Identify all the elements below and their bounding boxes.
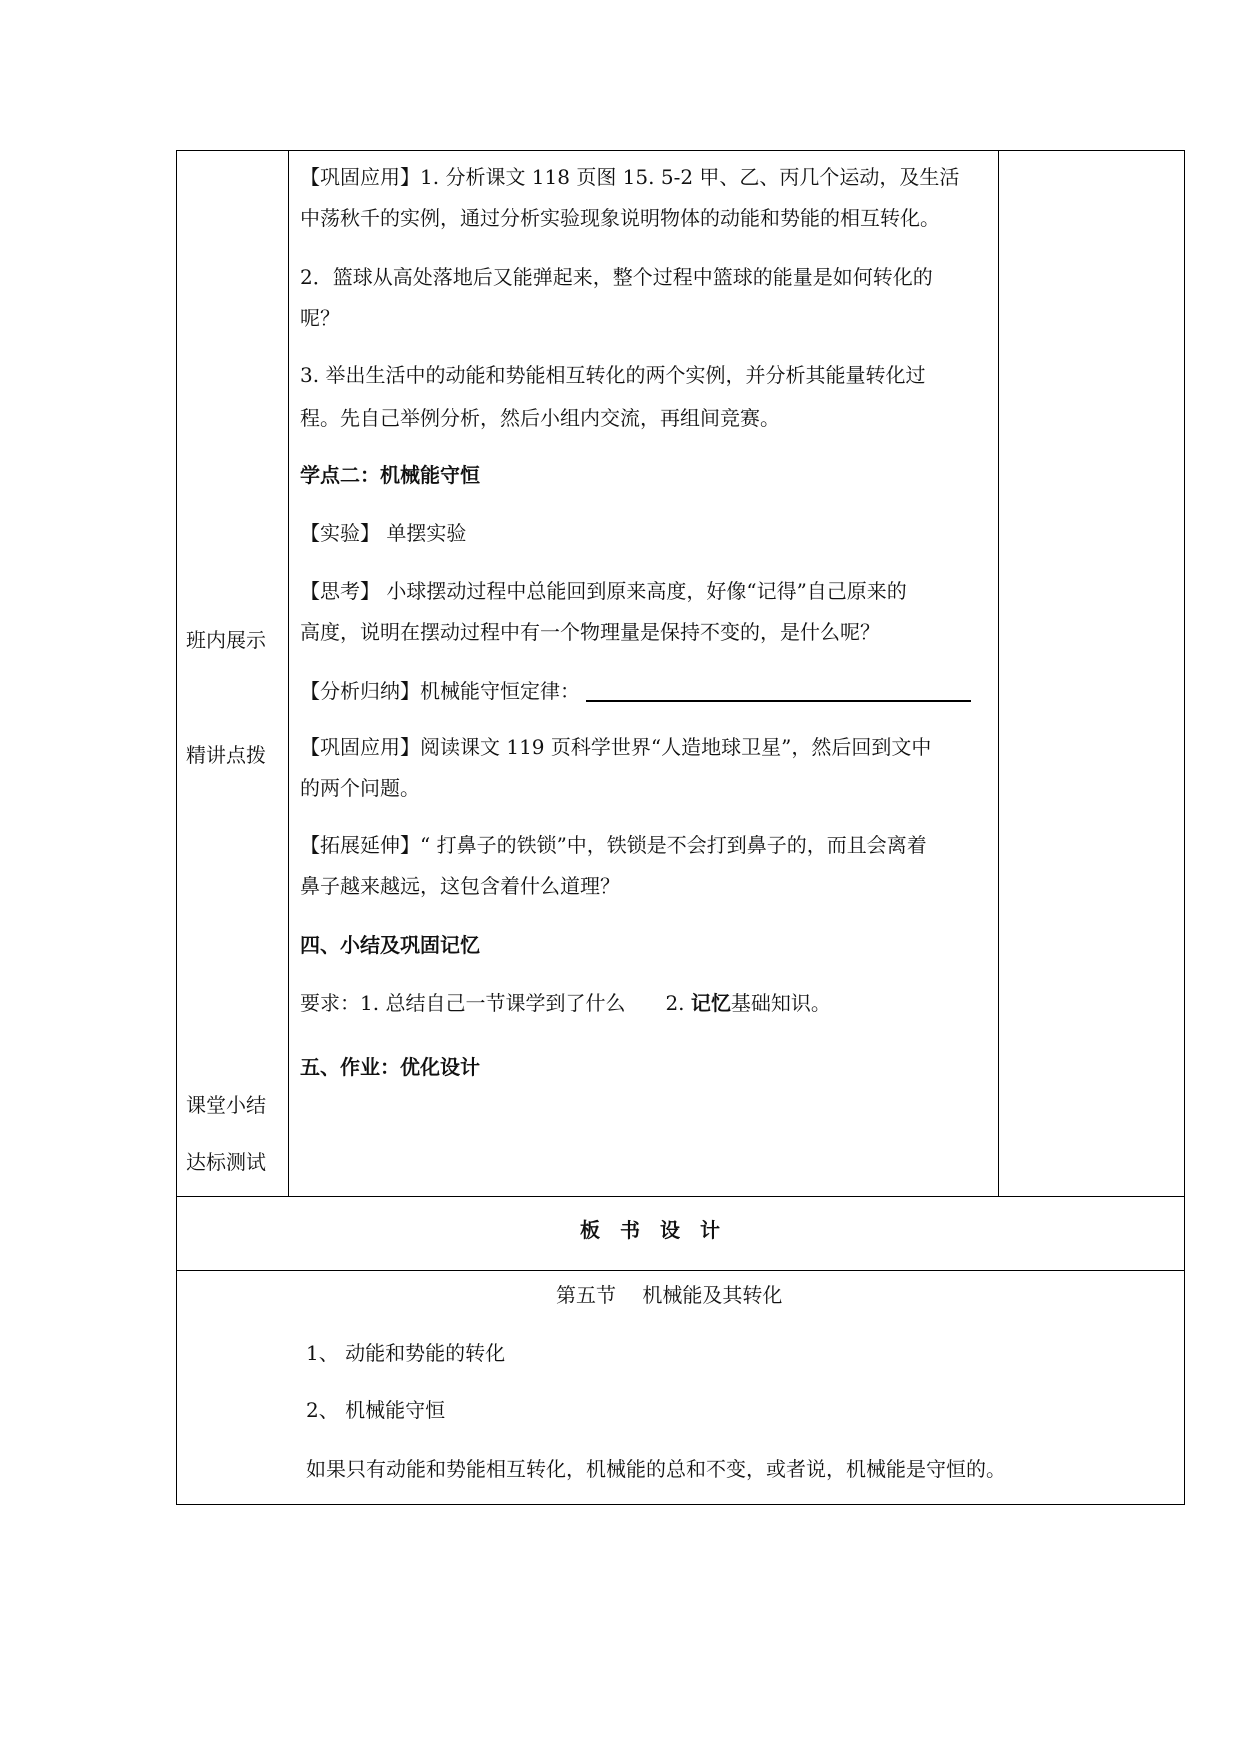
- requirements-prefix: 要求：1. 总结自己一节课学到了什么 2.: [300, 991, 685, 1015]
- column-divider-left: [288, 150, 289, 1197]
- table-border-top: [176, 150, 1185, 151]
- table-border-left: [176, 150, 177, 1505]
- board-section-title: 第五节 机械能及其转化: [556, 1283, 783, 1307]
- side-label-test: 达标测试: [186, 1150, 266, 1174]
- question-3-line-1: 3. 举出生活中的动能和势能相互转化的两个实例，并分析其能量转化过: [300, 363, 926, 387]
- question-2-line-1: 2．篮球从高处落地后又能弹起来，整个过程中篮球的能量是如何转化的: [300, 265, 933, 289]
- analysis-line: [300, 678, 971, 704]
- apply-paragraph-1-line-1: 【巩固应用】1. 分析课文 118 页图 15. 5-2 甲、乙、丙几个运动，及生活: [300, 165, 960, 189]
- apply-2-line-2: 的两个问题。: [300, 776, 420, 800]
- extend-line-1: 【拓展延伸】“ 打鼻子的铁锁”中，铁锁是不会打到鼻子的，而且会离着: [300, 833, 927, 857]
- board-design-header: 板 书 设 计: [580, 1218, 720, 1242]
- board-item-2: 2、 机械能守恒: [306, 1398, 446, 1422]
- heading-summary: 四、小结及巩固记忆: [300, 933, 480, 957]
- apply-paragraph-1-line-2: 中荡秋千的实例，通过分析实验现象说明物体的动能和势能的相互转化。: [300, 206, 940, 230]
- experiment-line: 【实验】 单摆实验: [300, 521, 467, 545]
- extend-line-2: 鼻子越来越远，这包含着什么道理？: [300, 874, 620, 898]
- side-label-summary: 课堂小结: [186, 1093, 266, 1117]
- side-label-show: 班内展示: [186, 628, 266, 652]
- row-divider-board-top: [176, 1196, 1185, 1197]
- board-item-1: 1、 动能和势能的转化: [306, 1341, 506, 1365]
- column-divider-right: [998, 150, 999, 1197]
- fill-in-blank: [586, 680, 971, 702]
- board-conclusion: 如果只有动能和势能相互转化，机械能的总和不变，或者说，机械能是守恒的。: [306, 1457, 1006, 1481]
- question-2-line-2: 呢？: [300, 306, 340, 330]
- requirements-bold: 记忆: [690, 991, 731, 1015]
- row-divider-board-header: [176, 1270, 1185, 1271]
- table-border-right: [1184, 150, 1185, 1505]
- heading-homework: 五、作业：优化设计: [300, 1055, 480, 1079]
- think-line-1: 【思考】 小球摆动过程中总能回到原来高度，好像“记得”自己原来的: [300, 579, 907, 603]
- table-border-bottom: [176, 1504, 1185, 1505]
- requirements-suffix: 基础知识。: [730, 991, 831, 1015]
- apply-2-line-1: 【巩固应用】阅读课文 119 页科学世界“人造地球卫星”，然后回到文中: [300, 735, 932, 759]
- side-label-explain: 精讲点拨: [186, 743, 266, 767]
- analysis-label: 【分析归纳】机械能守恒定律：: [300, 679, 580, 703]
- think-line-2: 高度，说明在摆动过程中有一个物理量是保持不变的，是什么呢？: [300, 620, 880, 644]
- heading-point-2: 学点二：机械能守恒: [300, 463, 480, 487]
- requirements-line: [300, 990, 831, 1016]
- question-3-line-2: 程。先自己举例分析，然后小组内交流，再组间竞赛。: [300, 406, 780, 430]
